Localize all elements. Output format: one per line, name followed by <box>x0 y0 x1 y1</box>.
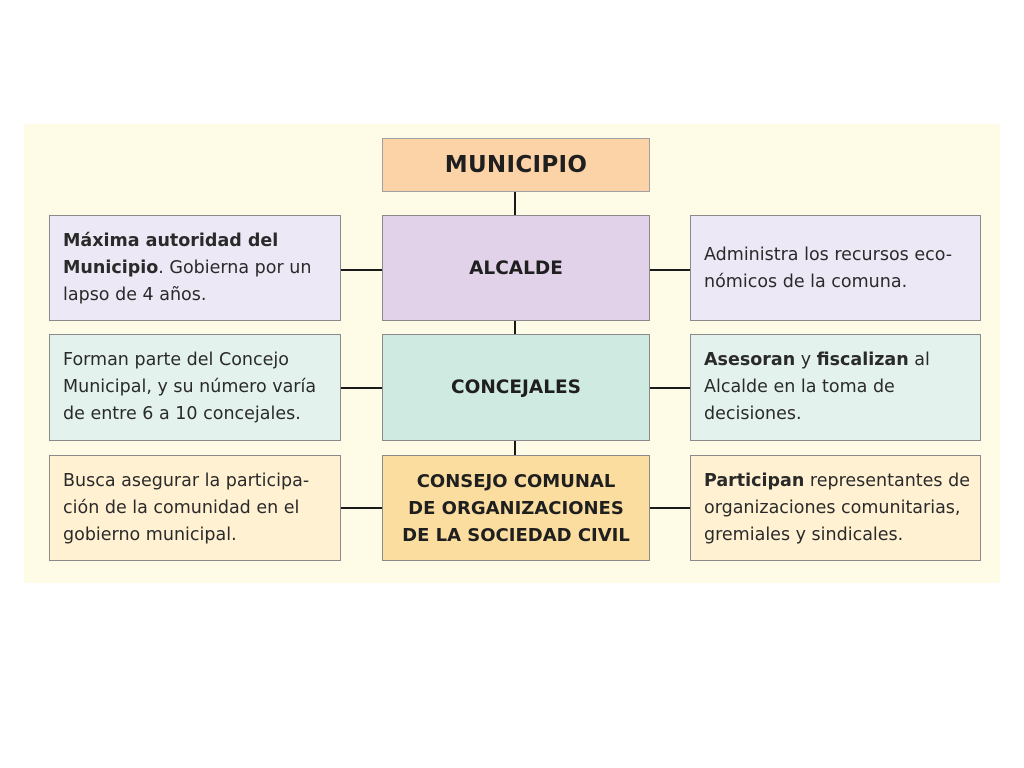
consejo-title-line-3: DE LA SOCIEDAD CIVIL <box>402 524 630 546</box>
concejales-function-mid: y <box>795 350 817 370</box>
concejales-box <box>382 334 650 441</box>
connector-concejales-right <box>649 387 691 389</box>
connector-consejo-right <box>649 507 691 509</box>
consejo-description-box <box>49 455 341 561</box>
connector-alcalde-right <box>649 269 691 271</box>
municipio-title: MUNICIPIO <box>444 152 588 178</box>
concejales-title: CONCEJALES <box>451 377 581 398</box>
alcalde-function-text: los recursos eco-nómicos de la comuna. <box>704 245 953 292</box>
alcalde-function-box <box>690 215 981 321</box>
municipio-box <box>382 138 650 192</box>
alcalde-title: ALCALDE <box>469 257 563 279</box>
consejo-description-text: Busca asegurar la participa-ción de la comunidad en el gobierno municipal. <box>63 471 310 545</box>
concejales-description-box <box>49 334 341 441</box>
consejo-box <box>382 455 650 561</box>
concejales-function-text: al Alcalde en la toma de decisiones. <box>704 350 930 424</box>
alcalde-function-bold: Administra <box>704 245 799 265</box>
connector-concejales-left <box>340 387 383 389</box>
consejo-title-line-2: DE ORGANIZACIONES <box>408 497 624 519</box>
alcalde-description-text: . Gobierna por un lapso de 4 años. <box>63 258 312 305</box>
consejo-function-text: representantes de organizaciones comunitarias, gremiales y sindicales. <box>704 471 970 545</box>
connector-municipio-alcalde <box>514 191 516 216</box>
alcalde-description-bold: Máxima autoridad del Municipio <box>63 231 279 278</box>
connector-consejo-left <box>340 507 383 509</box>
alcalde-description-box <box>49 215 341 321</box>
consejo-function-box <box>690 455 981 561</box>
connector-concejales-consejo <box>514 440 516 456</box>
consejo-function-bold: Participan <box>704 471 805 491</box>
concejales-function-bold-1: Asesoran <box>704 350 796 370</box>
alcalde-box <box>382 215 650 321</box>
consejo-title-line-1: CONSEJO COMUNAL <box>416 470 616 492</box>
connector-alcalde-left <box>340 269 383 271</box>
connector-alcalde-concejales <box>514 320 516 335</box>
concejales-function-bold-2: fiscalizan <box>816 350 909 370</box>
concejales-function-box <box>690 334 981 441</box>
concejales-description-text: Forman parte del Concejo Municipal, y su número varía de entre 6 a 10 concejales. <box>63 350 317 424</box>
